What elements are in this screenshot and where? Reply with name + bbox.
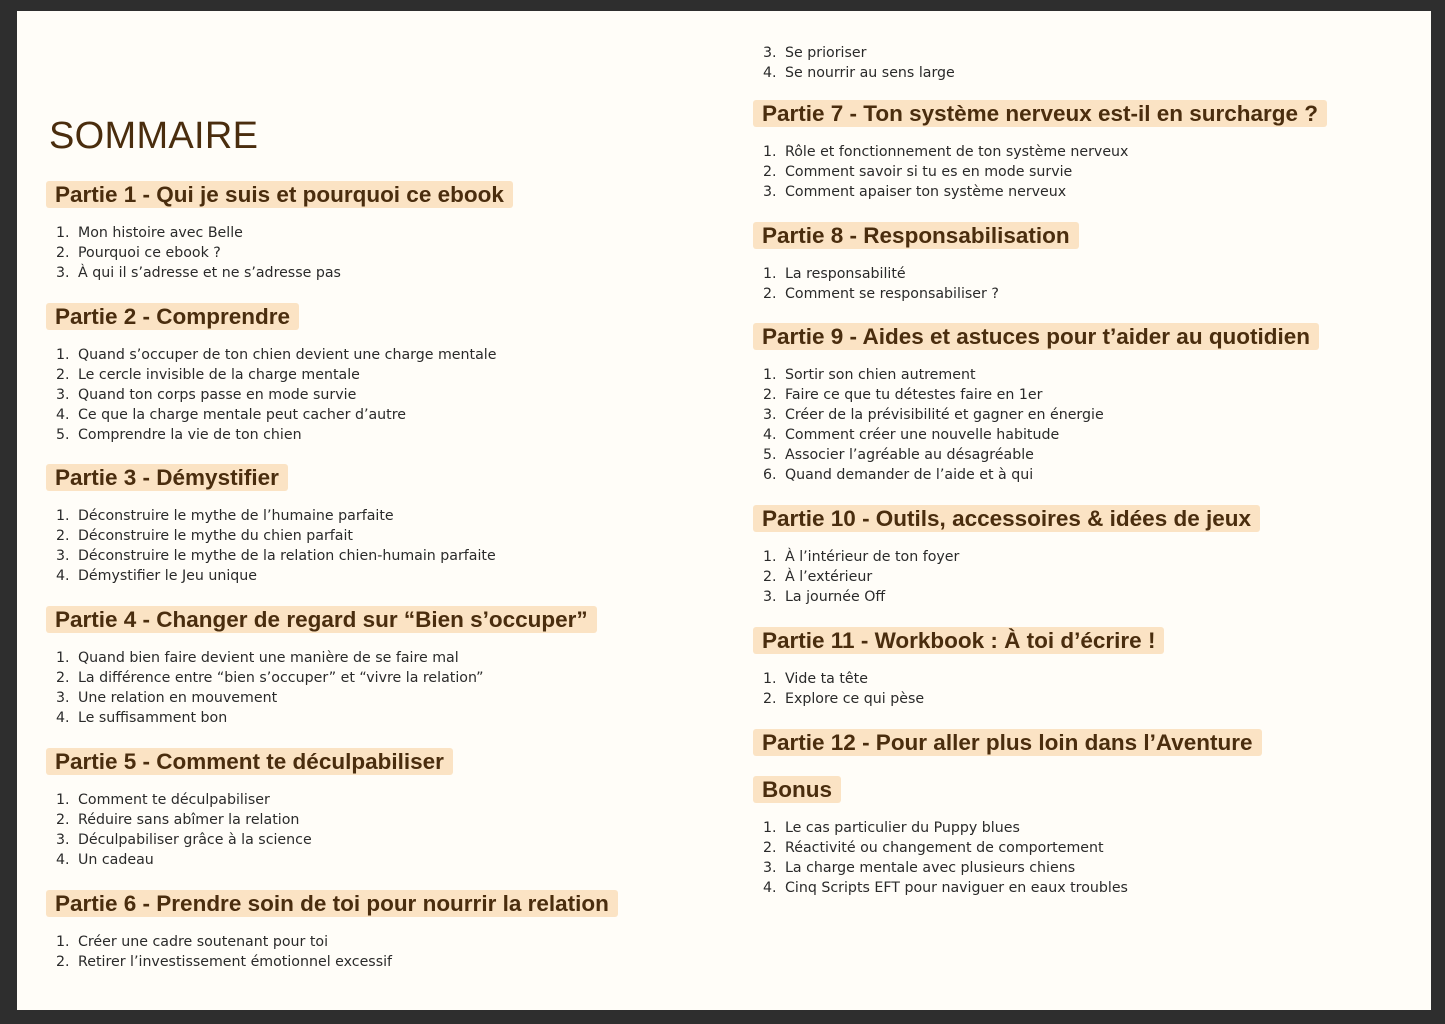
part-heading[interactable]: Partie 12 - Pour aller plus loin dans l’Aventure xyxy=(753,729,1262,756)
part-item-list xyxy=(753,142,1327,202)
list-item[interactable]: 4. Se nourrir au sens large xyxy=(763,65,955,81)
list-item[interactable]: 1. Vide ta tête xyxy=(763,671,868,687)
list-item[interactable]: 2. À l’extérieur xyxy=(763,569,873,585)
part-heading[interactable]: Partie 2 - Comprendre xyxy=(46,303,299,330)
part-heading[interactable]: Partie 1 - Qui je suis et pourquoi ce ebook xyxy=(46,181,513,208)
part-section xyxy=(753,100,1327,202)
list-item[interactable]: 3. Comment apaiser ton système nerveux xyxy=(763,184,1067,200)
part-section xyxy=(46,890,618,972)
list-item[interactable]: 1. Déconstruire le mythe de l’humaine parfaite xyxy=(56,508,394,524)
part-heading[interactable]: Partie 9 - Aides et astuces pour t’aider au quotidien xyxy=(753,323,1319,350)
list-item[interactable]: 1. À l’intérieur de ton foyer xyxy=(763,549,960,565)
part-item-list xyxy=(753,43,955,83)
part-section xyxy=(46,181,513,283)
part-heading[interactable]: Partie 8 - Responsabilisation xyxy=(753,222,1079,249)
part-section xyxy=(46,303,496,445)
list-item[interactable]: 1. Mon histoire avec Belle xyxy=(56,225,243,241)
bonus-section xyxy=(753,776,1128,898)
list-item[interactable]: 3. Déculpabiliser grâce à la science xyxy=(56,832,312,848)
list-item[interactable]: 2. Déconstruire le mythe du chien parfait xyxy=(56,528,353,544)
part-section xyxy=(753,627,1164,709)
list-item[interactable]: 1. Le cas particulier du Puppy blues xyxy=(763,820,1020,836)
part-item-list xyxy=(46,345,496,445)
list-item[interactable]: 1. Créer une cadre soutenant pour toi xyxy=(56,934,329,950)
list-item[interactable]: 3. Se prioriser xyxy=(763,45,867,61)
part-section xyxy=(753,505,1260,607)
part-section xyxy=(46,606,597,728)
part-heading[interactable]: Partie 5 - Comment te déculpabiliser xyxy=(46,748,453,775)
list-item[interactable]: 4. Un cadeau xyxy=(56,852,154,868)
list-item[interactable]: 3. Déconstruire le mythe de la relation chien-humain parfaite xyxy=(56,548,496,564)
ebook-page xyxy=(17,11,1431,1010)
list-item[interactable]: 4. Démystifier le Jeu unique xyxy=(56,568,258,584)
list-item[interactable]: 3. La charge mentale avec plusieurs chiens xyxy=(763,860,1076,876)
list-item[interactable]: 2. Le cercle invisible de la charge mentale xyxy=(56,367,360,383)
part-heading[interactable]: Partie 11 - Workbook : À toi d’écrire ! xyxy=(753,627,1164,654)
list-item[interactable]: 1. Quand bien faire devient une manière de se faire mal xyxy=(56,650,459,666)
list-item[interactable]: 1. Sortir son chien autrement xyxy=(763,367,976,383)
part-item-list xyxy=(46,223,513,283)
part-item-list xyxy=(46,648,597,728)
part-item-list xyxy=(753,669,1164,709)
part-heading[interactable]: Partie 4 - Changer de regard sur “Bien s’occuper” xyxy=(46,606,597,633)
part-heading[interactable]: Partie 6 - Prendre soin de toi pour nourrir la relation xyxy=(46,890,618,917)
list-item[interactable]: 3. La journée Off xyxy=(763,589,886,605)
part-item-list xyxy=(46,506,496,586)
list-item[interactable]: 1. Comment te déculpabiliser xyxy=(56,792,270,808)
list-item[interactable]: 3. À qui il s’adresse et ne s’adresse pas xyxy=(56,265,341,281)
list-item[interactable]: 2. La différence entre “bien s’occuper” et “vivre la relation” xyxy=(56,670,484,686)
list-item[interactable]: 4. Comment créer une nouvelle habitude xyxy=(763,427,1060,443)
list-item[interactable]: 4. Le suffisamment bon xyxy=(56,710,228,726)
part-item-list xyxy=(753,818,1128,898)
part-item-list xyxy=(46,932,618,972)
list-item[interactable]: 1. La responsabilité xyxy=(763,266,906,282)
list-item[interactable]: 2. Explore ce qui pèse xyxy=(763,691,925,707)
part-continuation xyxy=(753,43,955,83)
list-item[interactable]: 2. Retirer l’investissement émotionnel excessif xyxy=(56,954,393,970)
bonus-heading[interactable]: Bonus xyxy=(753,776,841,803)
part-section xyxy=(753,222,1079,304)
list-item[interactable]: 5. Comprendre la vie de ton chien xyxy=(56,427,302,443)
part-heading[interactable]: Partie 3 - Démystifier xyxy=(46,464,288,491)
part-section xyxy=(753,729,1262,756)
list-item[interactable]: 2. Réduire sans abîmer la relation xyxy=(56,812,300,828)
part-heading[interactable]: Partie 10 - Outils, accessoires & idées de jeux xyxy=(753,505,1260,532)
list-item[interactable]: 2. Comment se responsabiliser ? xyxy=(763,286,999,302)
part-item-list xyxy=(753,547,1260,607)
list-item[interactable]: 2. Faire ce que tu détestes faire en 1er xyxy=(763,387,1043,403)
list-item[interactable]: 4. Ce que la charge mentale peut cacher d’autre xyxy=(56,407,406,423)
list-item[interactable]: 3. Créer de la prévisibilité et gagner en énergie xyxy=(763,407,1104,423)
page-title: SOMMAIRE xyxy=(49,115,259,157)
part-section xyxy=(753,323,1319,485)
part-item-list xyxy=(46,790,453,870)
list-item[interactable]: 5. Associer l’agréable au désagréable xyxy=(763,447,1034,463)
list-item[interactable]: 3. Une relation en mouvement xyxy=(56,690,278,706)
list-item[interactable]: 2. Pourquoi ce ebook ? xyxy=(56,245,221,261)
list-item[interactable]: 3. Quand ton corps passe en mode survie xyxy=(56,387,357,403)
list-item[interactable]: 1. Rôle et fonctionnement de ton système nerveux xyxy=(763,144,1129,160)
part-section xyxy=(46,464,496,586)
list-item[interactable]: 2. Comment savoir si tu es en mode survie xyxy=(763,164,1073,180)
list-item[interactable]: 4. Cinq Scripts EFT pour naviguer en eaux troubles xyxy=(763,880,1128,896)
part-item-list xyxy=(753,365,1319,485)
part-heading[interactable]: Partie 7 - Ton système nerveux est-il en surcharge ? xyxy=(753,100,1327,127)
part-section xyxy=(46,748,453,870)
list-item[interactable]: 2. Réactivité ou changement de comportement xyxy=(763,840,1104,856)
list-item[interactable]: 6. Quand demander de l’aide et à qui xyxy=(763,467,1034,483)
part-item-list xyxy=(753,264,1079,304)
list-item[interactable]: 1. Quand s’occuper de ton chien devient une charge mentale xyxy=(56,347,497,363)
